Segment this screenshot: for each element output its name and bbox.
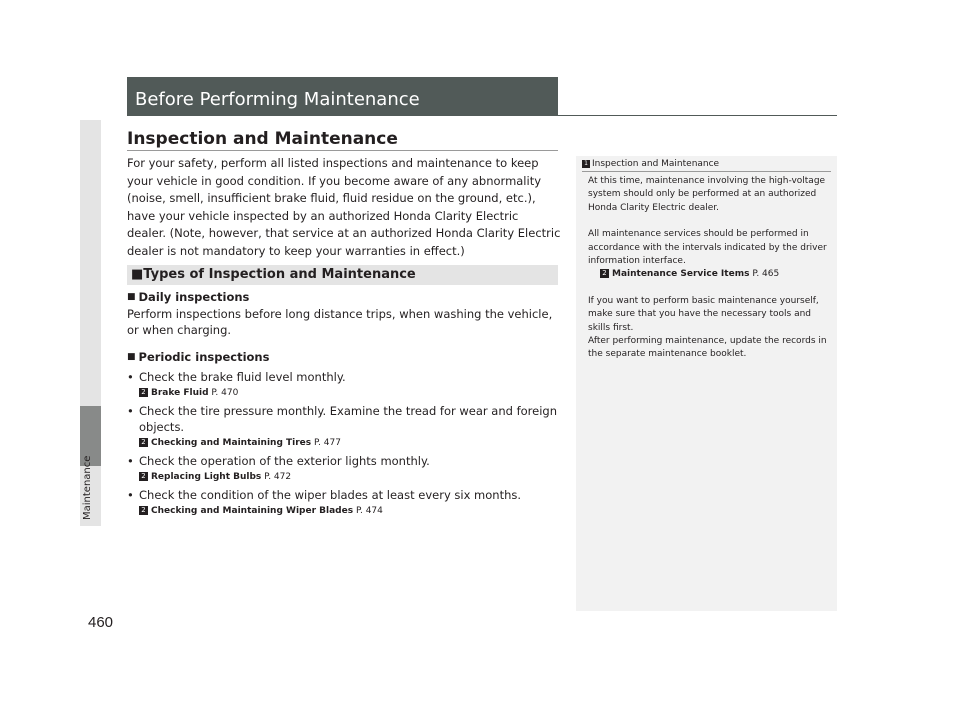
square-marker-icon: ■: [131, 267, 144, 282]
chapter-title-bar: [127, 77, 558, 115]
list-item: • Check the operation of the exterior lights monthly.: [127, 454, 430, 468]
body-column: [127, 290, 561, 517]
subsection-title: ■Types of Inspection and Maintenance: [131, 267, 416, 282]
bullet-icon: •: [127, 370, 134, 384]
note-rule: [582, 171, 831, 172]
note-paragraph: If you want to perform basic maintenance yourself, make sure that you have the necessary tools and skills first. After performing maintenance, update the records in the separate maintenance booklet.: [588, 295, 827, 360]
note-paragraph: All maintenance services should be performed in accordance with the intervals indicated by the driver information interface. 2 Maintenance Service Items P. 465: [588, 229, 827, 280]
reference-arrow-icon: 2: [139, 388, 148, 397]
reference-arrow-icon: 2: [139, 506, 148, 515]
bullet-icon: •: [127, 454, 134, 468]
note-paragraph: At this time, maintenance involving the high-voltage system should only be performed at an authorized Honda Clarity Electric dealer.: [588, 176, 826, 213]
reference-arrow-icon: 2: [139, 472, 148, 481]
list-item: • Check the condition of the wiper blades at least every six months.: [127, 488, 522, 502]
title-rule: [127, 115, 837, 116]
daily-heading: ■ Daily inspections: [127, 290, 250, 304]
bullet-icon: •: [127, 488, 134, 502]
cross-reference-link[interactable]: 2 Checking and Maintaining Wiper Blades P. 474: [139, 505, 561, 517]
cross-reference-link[interactable]: 2 Brake Fluid P. 470: [139, 387, 561, 399]
section-title: Inspection and Maintenance: [127, 129, 398, 149]
reference-arrow-icon: 2: [139, 438, 148, 447]
section-rule: [127, 150, 558, 151]
note-marker-icon: 1: [582, 160, 590, 168]
side-note-box: [576, 156, 837, 611]
daily-text: Perform inspections before long distance trips, when washing the vehicle, or when charging.: [127, 307, 553, 337]
chapter-title: Before Performing Maintenance: [135, 89, 420, 110]
cross-reference-link[interactable]: 2 Checking and Maintaining Tires P. 477: [139, 437, 561, 449]
list-item: • Check the tire pressure monthly. Examine the tread for wear and foreign objects.: [127, 404, 558, 434]
subsection-bar: [127, 265, 558, 285]
periodic-heading: ■ Periodic inspections: [127, 350, 270, 364]
bullet-icon: •: [127, 404, 134, 418]
intro-paragraph: For your safety, perform all listed inspections and maintenance to keep your vehicle in good condition. If you become aware of any abnormality (noise, smell, insufficient brake fluid, fluid residue on the ground, etc.), have your vehicle inspected by an authorized Honda Clarity Electric dealer. (Note, however, that service at an authorized Honda Clarity Electric dealer is not mandatory to keep your warranties in effect.): [127, 156, 561, 258]
note-title: 1 Inspection and Maintenance: [582, 159, 719, 169]
reference-arrow-icon: 2: [600, 269, 609, 278]
note-body: [588, 175, 831, 362]
cross-reference-link[interactable]: 2 Replacing Light Bulbs P. 472: [139, 471, 561, 483]
square-marker-icon: ■: [127, 292, 136, 302]
list-item: • Check the brake fluid level monthly.: [127, 370, 346, 384]
page-number: 460: [88, 614, 114, 631]
square-marker-icon: ■: [127, 352, 136, 362]
cross-reference-link[interactable]: 2 Maintenance Service Items P. 465: [600, 269, 779, 279]
side-chapter-label: Maintenance: [82, 455, 93, 520]
